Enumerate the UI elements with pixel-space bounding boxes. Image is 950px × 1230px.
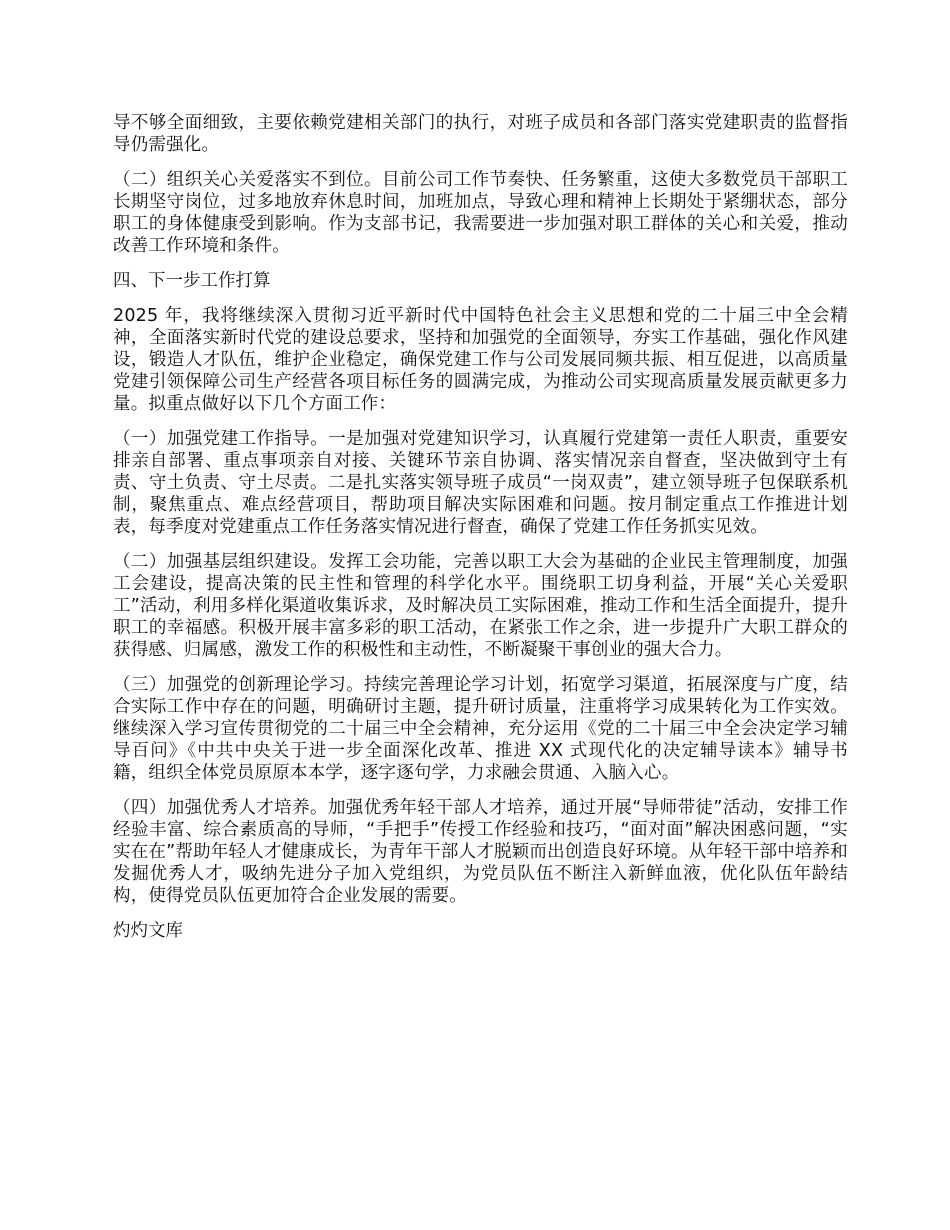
paragraph-2025-plan: 2025 年，我将继续深入贯彻习近平新时代中国特色社会主义思想和党的二十届三中全会精神，全面落实新时代党的建设总要求，坚持和加强党的全面领导，夯实工作基础，强化作风建设，锻造人才队伍，维护企业稳定，确保党建工作与公司发展同频共振、相互促进，以高质量党建引领保障公司生产经营各项目标任务的圆满完成，为推动公司实现高质量发展贡献更多力量。拟重点做好以下几个方面工作：: [113, 306, 848, 414]
footer-brand: 灼灼文库: [113, 921, 183, 941]
document-body: [113, 112, 848, 942]
section-heading-next-steps: 四、下一步工作打算: [113, 271, 271, 291]
paragraph-supervision-gap: 导不够全面细致，主要依赖党建相关部门的执行，对班子成员和各部门落实党建职责的监督指导仍需强化。: [113, 113, 848, 155]
paragraph-organization: （二）加强基层组织建设。发挥工会功能，完善以职工大会为基础的企业民主管理制度，加强工会建设，提高决策的民主性和管理的科学化水平。围绕职工切身利益，开展“关心关爱职工”活动，利用多样化渠道收集诉求，及时解决员工实际困难，推动工作和生活全面提升，提升职工的幸福感。积极开展丰富多彩的职工活动，在紧张工作之余，进一步提升广大职工群众的获得感、归属感，激发工作的积极性和主动性，不断凝聚干事创业的强大合力。: [113, 552, 848, 660]
paragraph-theory-study: （三）加强党的创新理论学习。持续完善理论学习计划，拓宽学习渠道，拓展深度与广度，结合实际工作中存在的问题，明确研讨主题，提升研讨质量，注重将学习成果转化为工作实效。继续深入学习宣传贯彻党的二十届三中全会精神，充分运用《党的二十届三中全会决定学习辅导百问》《中共中央关于进一步全面深化改革、推进 XX 式现代化的决定辅导读本》辅导书籍，组织全体党员原原本本学，逐字逐句学，力求融会贯通、入脑入心。: [113, 675, 848, 783]
paragraph-talent-training: （四）加强优秀人才培养。加强优秀年轻干部人才培养，通过开展“导师带徒”活动，安排工作经验丰富、综合素质高的导师，“手把手”传授工作经验和技巧，“面对面”解决困惑问题，“实实在在”帮助年轻人才健康成长，为青年干部人才脱颖而出创造良好环境。从年轻干部中培养和发掘优秀人才，吸纳先进分子加入党组织，为党员队伍不断注入新鲜血液，优化队伍年龄结构，使得党员队伍更加符合企业发展的需要。: [113, 798, 848, 906]
paragraph-guidance: （一）加强党建工作指导。一是加强对党建知识学习，认真履行党建第一责任人职责，重要安排亲自部署、重点事项亲自对接、关键环节亲自协调、落实情况亲自督查，坚决做到守土有责、守土负责、守土尽责。二是扎实落实领导班子成员“一岗双责”，建立领导班子包保联系机制，聚焦重点、难点经营项目，帮助项目解决实际困难和问题。按月制定重点工作推进计划表，每季度对党建重点工作任务落实情况进行督查，确保了党建工作任务抓实见效。: [113, 429, 848, 537]
paragraph-care-gap: （二）组织关心关爱落实不到位。目前公司工作节奏快、任务繁重，这使大多数党员干部职工长期坚守岗位，过多地放弃休息时间，加班加点，导致心理和精神上长期处于紧绷状态，部分职工的身体健康受到影响。作为支部书记，我需要进一步加强对职工群体的关心和关爱，推动改善工作环境和条件。: [113, 170, 848, 256]
